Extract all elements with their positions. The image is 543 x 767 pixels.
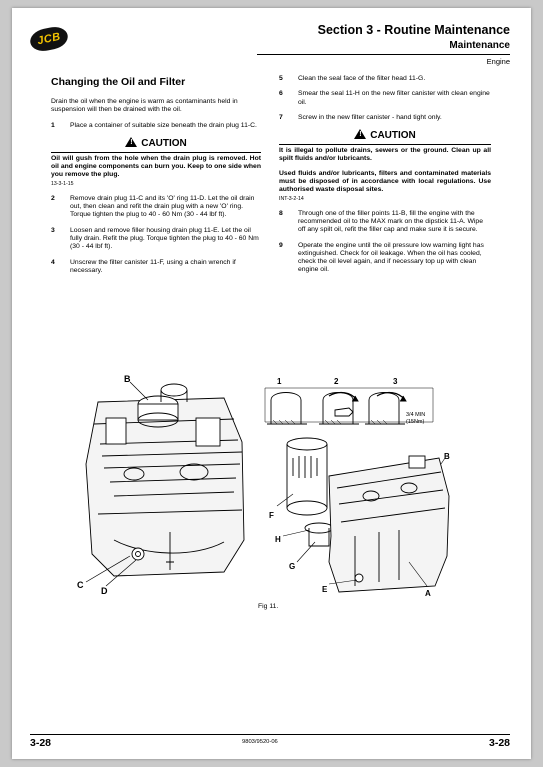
intro-paragraph: Drain the oil when the engine is warm as contaminants held in suspension will then be drained with the oil. xyxy=(51,98,238,114)
callout-label-a: A xyxy=(425,589,431,598)
caution-code: 13-3-1-15 xyxy=(51,180,74,187)
step-label-1: 1 xyxy=(277,377,282,386)
figure-caption: Fig 11. xyxy=(258,603,279,610)
manual-page xyxy=(12,8,531,759)
callout-label-g: G xyxy=(289,562,296,571)
caution-text: Used fluids and/or lubricants, filters and contaminated materials must be disposed of in accordance with local regulations. Use authorised waste disposal sites. xyxy=(279,169,491,194)
caution-text: Oil will gush from the hole when the drain plug is removed. Hot oil and engine components can burn you. Keep to one side when you remove the plug. xyxy=(51,154,261,179)
footer-rule xyxy=(30,734,510,735)
section-title: Section 3 - Routine Maintenance xyxy=(317,23,510,37)
warning-triangle-icon: ! xyxy=(354,129,366,139)
right-column xyxy=(279,75,491,282)
procedure-heading: Changing the Oil and Filter xyxy=(51,76,186,88)
step-item xyxy=(279,90,491,107)
step-number: 2 xyxy=(51,194,55,202)
caution-rule xyxy=(279,144,491,145)
step-item xyxy=(51,195,261,220)
caution-code: INT-3-2-14 xyxy=(279,195,304,202)
callout-label-b: B xyxy=(124,374,131,384)
category-label: Engine xyxy=(486,57,510,66)
caution-label: CAUTION xyxy=(370,130,416,142)
caution-text: It is illegal to pollute drains, sewers or the ground. Clean up all spilt fluids and/or lubricants. xyxy=(279,147,491,163)
step-number: 9 xyxy=(279,241,283,249)
step-item xyxy=(279,242,491,275)
step-label-3: 3 xyxy=(393,377,398,386)
torque-label-line1: 3/4 MIN xyxy=(406,412,426,418)
caution-rule xyxy=(51,152,261,153)
step-number: 5 xyxy=(279,75,283,82)
step-number: 1 xyxy=(51,121,55,129)
step-text: Loosen and remove filler housing drain plug 11-E. Let the oil fully drain. Refit the plug. Torque tighten the plug to 40 - 60 Nm (30 - 44 lbf ft). xyxy=(70,226,259,251)
step-number: 6 xyxy=(279,90,283,98)
torque-label-line2: (15Nm) xyxy=(406,419,425,425)
oil-filter-illustration xyxy=(259,436,459,601)
callout-label-d: D xyxy=(101,586,108,596)
header-rule xyxy=(257,54,510,55)
callout-label-b: B xyxy=(444,452,450,461)
filter-fitting-steps-illustration xyxy=(259,374,439,434)
step-text: Through one of the filler points 11-B, fill the engine with the recommended oil to the MAX mark on the dipstick 11-A. Wipe off any spilt oil, refit the filler cap and make sure it is secure. xyxy=(298,209,483,234)
step-text: Screw in the new filter canister - hand tight only. xyxy=(298,113,442,121)
caution-label: CAUTION xyxy=(141,137,187,149)
left-column xyxy=(51,76,261,282)
step-item xyxy=(51,259,261,276)
step-item xyxy=(279,114,491,122)
step-text: Remove drain plug 11-C and its 'O' ring 11-D. Let the oil drain out, then clean and refit the drain plug with a new 'O' ring. Torque tighten the plug to 40 - 60 Nm (30 - 44 lbf ft). xyxy=(70,194,255,219)
step-number: 7 xyxy=(279,113,283,121)
callout-label-e: E xyxy=(322,585,328,594)
step-text: Place a container of suitable size beneath the drain plug 11-C. xyxy=(70,121,257,129)
warning-triangle-icon: ! xyxy=(125,137,137,147)
page-number-right: 3-28 xyxy=(488,737,510,749)
engine-drain-illustration xyxy=(74,364,254,598)
step-label-2: 2 xyxy=(334,377,339,386)
caution-heading xyxy=(51,137,261,150)
callout-label-f: F xyxy=(269,511,274,520)
page-number-left: 3-28 xyxy=(30,737,52,749)
caution-heading xyxy=(279,129,491,142)
step-number: 4 xyxy=(51,258,55,266)
logo-text: JCB xyxy=(36,30,62,48)
callout-label-h: H xyxy=(275,535,281,544)
jcb-logo xyxy=(28,24,70,53)
step-item xyxy=(279,210,491,235)
step-number: 3 xyxy=(51,226,55,234)
callout-label-c: C xyxy=(77,580,84,590)
document-number: 9803/9520-06 xyxy=(242,739,278,745)
step-item xyxy=(51,122,261,130)
step-text: Unscrew the filter canister 11-F, using a chain wrench if necessary. xyxy=(70,258,236,274)
step-text: Clean the seal face of the filter head 11-G. xyxy=(298,75,426,82)
step-item xyxy=(279,75,491,83)
step-number: 8 xyxy=(279,209,283,217)
step-text: Smear the seal 11-H on the new filter canister with clean engine oil. xyxy=(298,90,490,106)
subsection-title: Maintenance xyxy=(449,40,510,51)
step-text: Operate the engine until the oil pressure low warning light has extinguished. Check for oil leakage. When the oil has cooled, check the oil level again, and if necessary top up with clean engine oil. xyxy=(298,241,484,274)
step-item xyxy=(51,227,261,252)
